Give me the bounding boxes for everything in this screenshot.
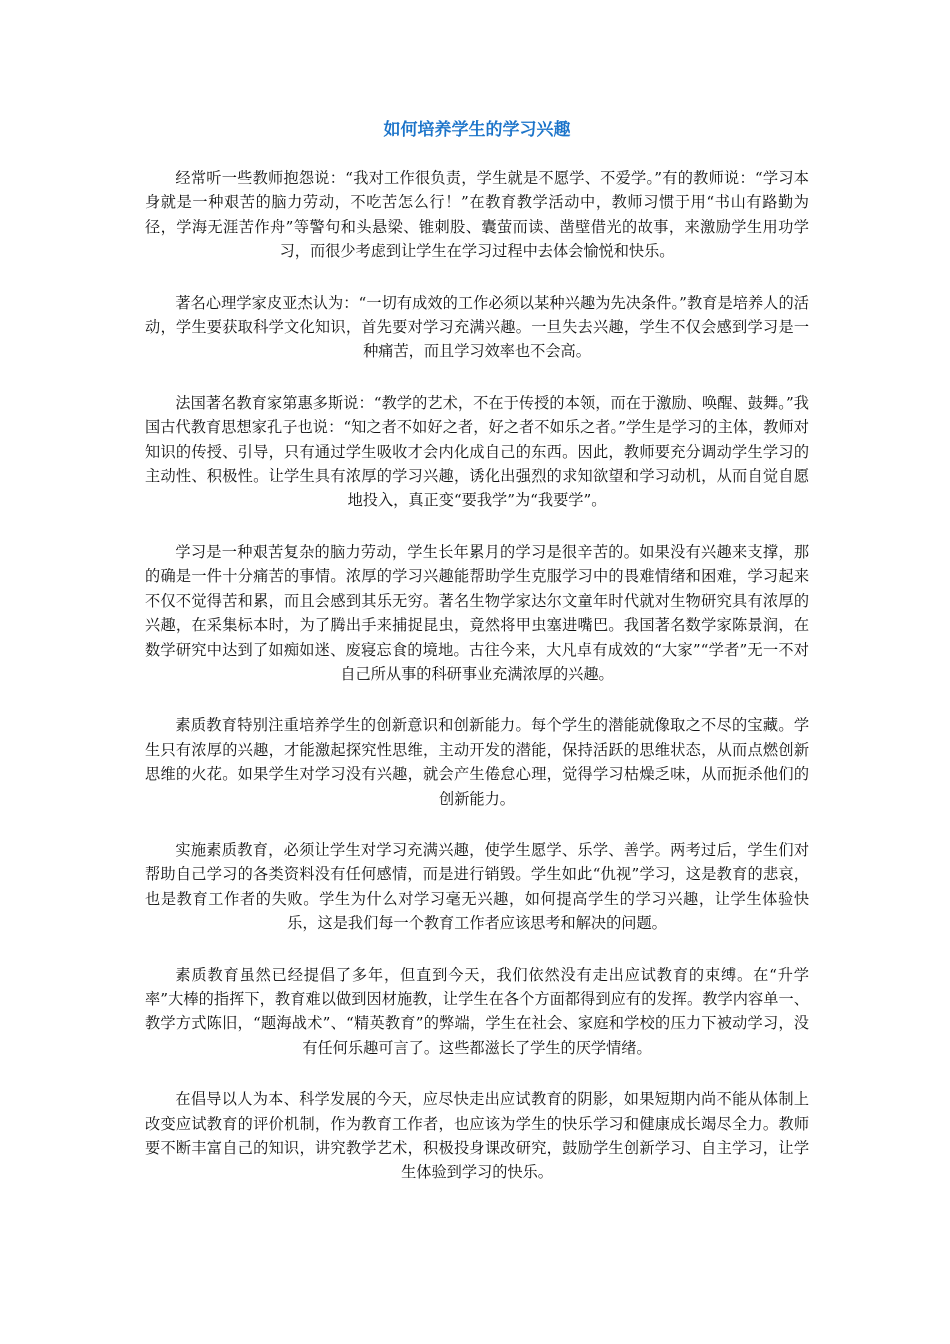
paragraph-5: 素质教育特别注重培养学生的创新意识和创新能力。每个学生的潜能就像取之不尽的宝藏。学生只有浓厚的兴趣，才能激起探究性思维，主动开发的潜能，保持活跃的思维状态，从而点燃创新思维的火花。如果学生对学习没有兴趣，就会产生倦怠心理，觉得学习枯燥乏味，从而扼杀他们的创新能力。 <box>145 716 809 808</box>
paragraph-1: 经常听一些教师抱怨说：“我对工作很负责，学生就是不愿学、不爱学。”有的教师说：“学习本身就是一种艰苦的脑力劳动，不吃苦怎么行！”在教育教学活动中，教师习惯于用“书山有路勤为径，学海无涯苦作舟”等警句和头悬梁、锥刺股、囊萤而读、凿壁借光的故事，来激励学生用功学习，而很少考虑到让学生在学习过程中去体会愉悦和快乐。 <box>145 169 809 261</box>
paragraph-4: 学习是一种艰苦复杂的脑力劳动，学生长年累月的学习是很辛苦的。如果没有兴趣来支撑，那的确是一件十分痛苦的事情。浓厚的学习兴趣能帮助学生克服学习中的畏难情绪和困难，学习起来不仅不觉得苦和累，而且会感到其乐无穷。著名生物学家达尔文童年时代就对生物研究具有浓厚的兴趣，在采集标本时，为了腾出手来捕捉昆虫，竟然将甲虫塞进嘴巴。我国著名数学家陈景润，在数学研究中达到了如痴如迷、废寝忘食的境地。古往今来，大凡卓有成效的“大家”“学者”无一不对自己所从事的科研事业充满浓厚的兴趣。 <box>145 542 809 683</box>
paragraph-8: 在倡导以人为本、科学发展的今天，应尽快走出应试教育的阴影，如果短期内尚不能从体制上改变应试教育的评价机制，作为教育工作者，也应该为学生的快乐学习和健康成长竭尽全力。教师要不断丰富自己的知识，讲究教学艺术，积极投身课改研究，鼓励学生创新学习、自主学习，让学生体验到学习的快乐。 <box>145 1090 809 1182</box>
paragraph-3: 法国著名教育家第惠多斯说：“教学的艺术，不在于传授的本领，而在于激励、唤醒、鼓舞。”我国古代教育思想家孔子也说：“知之者不如好之者，好之者不如乐之者。”学生是学习的主体，教师对知识的传授、引导，只有通过学生吸收才会内化成自己的东西。因此，教师要充分调动学生学习的主动性、积极性。让学生具有浓厚的学习兴趣，诱化出强烈的求知欲望和学习动机，从而自觉自愿地投入，真正变“要我学”为“我要学”。 <box>145 393 809 510</box>
document-title: 如何培养学生的学习兴趣 <box>383 120 571 140</box>
paragraph-7: 素质教育虽然已经提倡了多年，但直到今天，我们依然没有走出应试教育的束缚。在“升学率”大棒的指挥下，教育难以做到因材施教，让学生在各个方面都得到应有的发挥。教学内容单一、教学方式陈旧，“题海战术”、“精英教育”的弊端，学生在社会、家庭和学校的压力下被动学习，没有任何乐趣可言了。这些都滋长了学生的厌学情绪。 <box>145 965 809 1057</box>
paragraph-2: 著名心理学家皮亚杰认为：“一切有成效的工作必须以某种兴趣为先决条件。”教育是培养人的活动，学生要获取科学文化知识，首先要对学习充满兴趣。一旦失去兴趣，学生不仅会感到学习是一种痛苦，而且学习效率也不会高。 <box>145 293 809 361</box>
paragraph-6: 实施素质教育，必须让学生对学习充满兴趣，使学生愿学、乐学、善学。两考过后，学生们对帮助自己学习的各类资料没有任何感情，而是进行销毁。学生如此“仇视”学习，这是教育的悲哀，也是教育工作者的失败。学生为什么对学习毫无兴趣，如何提高学生的学习兴趣，让学生体验快乐，这是我们每一个教育工作者应该思考和解决的问题。 <box>145 840 809 933</box>
document-page <box>145 118 809 1212</box>
